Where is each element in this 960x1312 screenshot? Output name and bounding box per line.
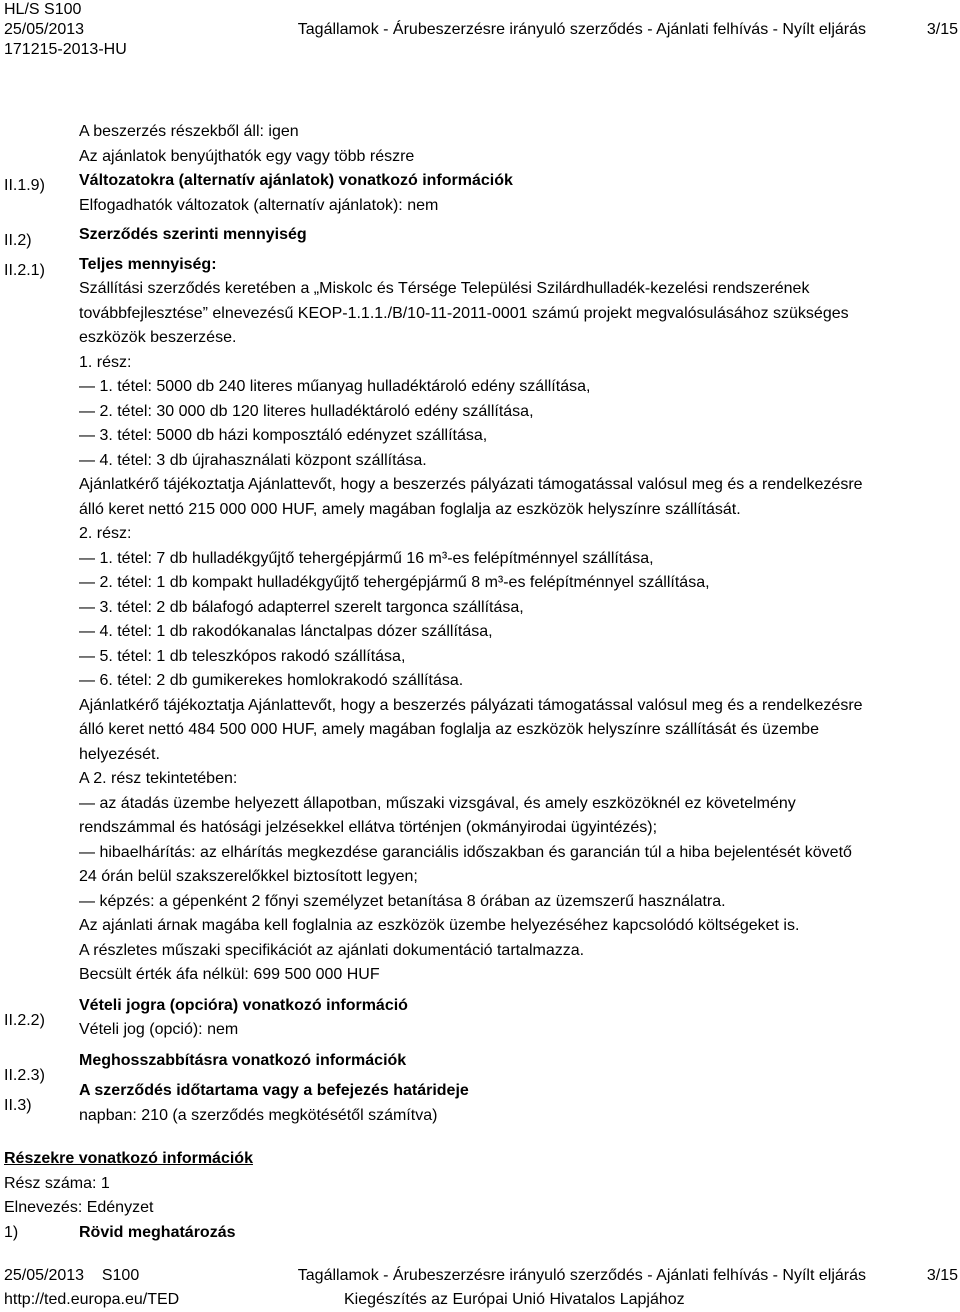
list-item: — 2. tétel: 1 db kompakt hulladékgyűjtő tehergépjármű 8 m³-es felépítménnyel szállítása,	[79, 574, 710, 591]
list-item: — 3. tétel: 5000 db házi komposztáló edényzet szállítása,	[79, 427, 488, 444]
body-line: Az ajánlati árnak magába kell foglalnia az eszközök üzembe helyezéséhez kapcsolódó költségeket is.	[79, 917, 800, 934]
list-item: — 2. tétel: 30 000 db 120 literes hulladéktároló edény szállítása,	[79, 402, 534, 420]
section-number: II.2.1)	[4, 262, 45, 279]
list-item: — 4. tétel: 1 db rakodókanalas lánctalpas dózer szállítása,	[79, 623, 493, 640]
body-line: Szállítási szerződés keretében a „Miskolc és Térsége Települési Szilárdhulladék-kezelési rendszerének	[79, 280, 810, 297]
body-line: továbbfejlesztése” elnevezésű KEOP-1.1.1./B/10-11-2011-0001 számú projekt megvalósulásához szükséges	[79, 304, 849, 322]
header-title: Tagállamok - Árubeszerzésre irányuló szerződés - Ajánlati felhívás - Nyílt eljárás	[297, 21, 866, 38]
section-number: II.3)	[4, 1097, 32, 1114]
body-line: helyezését.	[79, 745, 160, 763]
body-line: 1. rész:	[79, 353, 132, 371]
section-number: II.2.3)	[4, 1067, 45, 1084]
body-line: 2. rész:	[79, 525, 132, 542]
section-number: II.2)	[4, 232, 32, 249]
page-footer	[4, 1264, 958, 1312]
footer-url: http://ted.europa.eu/TED	[4, 1291, 180, 1308]
body-line: álló keret nettó 484 500 000 HUF, amely magában foglalja az eszközök helyszínre szállítását és üzembe	[79, 721, 819, 738]
body-line: Becsült érték áfa nélkül: 699 500 000 HUF	[79, 966, 380, 983]
section-heading: Vételi jogra (opcióra) vonatkozó információ	[79, 996, 408, 1014]
body-line: álló keret nettó 215 000 000 HUF, amely magában foglalja az eszközök helyszínre szállítását.	[79, 500, 741, 518]
section-number: II.2.2)	[4, 1012, 45, 1029]
header-page: 3/15	[926, 21, 958, 38]
section-heading: A szerződés időtartama vagy a befejezés határideje	[79, 1082, 469, 1099]
body-line: napban: 210 (a szerződés megkötésétől számítva)	[79, 1106, 438, 1124]
doc-type: HL/S S100	[4, 1, 82, 18]
section-heading: Teljes mennyiség:	[79, 255, 217, 273]
footer-publisher: Kiegészítés az Európai Unió Hivatalos Lapjához	[344, 1291, 685, 1308]
body-line: A 2. rész tekintetében:	[79, 770, 238, 787]
header-date: 25/05/2013	[4, 21, 85, 38]
section-body	[79, 120, 949, 1128]
list-item: — 1. tétel: 5000 db 240 literes műanyag hulladéktároló edény szállítása,	[79, 378, 591, 395]
page-header	[4, 0, 958, 60]
body-line: eszközök beszerzése.	[79, 329, 237, 346]
body-line: A részletes műszaki specifikációt az ajánlati dokumentáció tartalmazza.	[79, 941, 585, 959]
section-number: II.1.9)	[4, 177, 45, 194]
item-title: Rövid meghatározás	[79, 1223, 236, 1241]
doc-id: 171215-2013-HU	[4, 41, 127, 58]
body-line: Vételi jog (opció): nem	[79, 1021, 239, 1038]
body-line: 24 órán belül szakszerelőkkel biztosított legyen;	[79, 868, 418, 885]
list-item: — 3. tétel: 2 db bálafogó adapterrel szerelt targonca szállítása,	[79, 598, 524, 616]
section-heading: Változatokra (alternatív ajánlatok) vonatkozó információk	[79, 172, 513, 189]
list-item: — 1. tétel: 7 db hulladékgyűjtő tehergépjármű 16 m³-es felépítménnyel szállítása,	[79, 549, 654, 567]
item-number: 1)	[4, 1223, 19, 1241]
list-item: — képzés: a gépenként 2 főnyi személyzet betanítása 8 órában az üzemszerű használatra.	[79, 892, 726, 910]
parts-info	[4, 1147, 944, 1245]
body-line: rendszámmal és hatósági jelzésekkel ellátva történjen (okmányirodai ügyintézés);	[79, 819, 658, 836]
list-item: — az átadás üzembe helyezett állapotban, műszaki vizsgával, és amely eszközöknél ez követelmény	[79, 794, 796, 812]
body-line: Elfogadhatók változatok (alternatív ajánlatok): nem	[79, 196, 439, 214]
footer-title: Tagállamok - Árubeszerzésre irányuló szerződés - Ajánlati felhívás - Nyílt eljárás	[297, 1267, 866, 1284]
footer-page: 3/15	[926, 1267, 958, 1284]
footer-date-code: 25/05/2013 S100	[4, 1267, 140, 1284]
section-heading: Meghosszabbításra vonatkozó információk	[79, 1051, 407, 1069]
part-name: Elnevezés: Edényzet	[4, 1199, 154, 1216]
body-line: Az ajánlatok benyújthatók egy vagy több részre	[79, 147, 415, 165]
section-heading: Szerződés szerinti mennyiség	[79, 226, 307, 243]
list-item: — 6. tétel: 2 db gumikerekes homlokrakodó szállítása.	[79, 672, 464, 689]
body-line: Ajánlatkérő tájékoztatja Ajánlattevőt, hogy a beszerzés pályázati támogatással valósul meg és a rendelkezésre	[79, 696, 863, 714]
list-item: — 5. tétel: 1 db teleszkópos rakodó szállítása,	[79, 647, 406, 665]
body-line: A beszerzés részekből áll: igen	[79, 123, 299, 140]
list-item: — hibaelhárítás: az elhárítás megkezdése garanciális időszakban és garancián túl a hiba bejelentését követő	[79, 843, 852, 861]
list-item: — 4. tétel: 3 db újrahasználati központ szállítása.	[79, 451, 427, 469]
body-line: Ajánlatkérő tájékoztatja Ajánlattevőt, hogy a beszerzés pályázati támogatással valósul meg és a rendelkezésre	[79, 476, 863, 493]
part-number: Rész száma: 1	[4, 1174, 110, 1192]
parts-heading: Részekre vonatkozó információk	[4, 1150, 253, 1167]
